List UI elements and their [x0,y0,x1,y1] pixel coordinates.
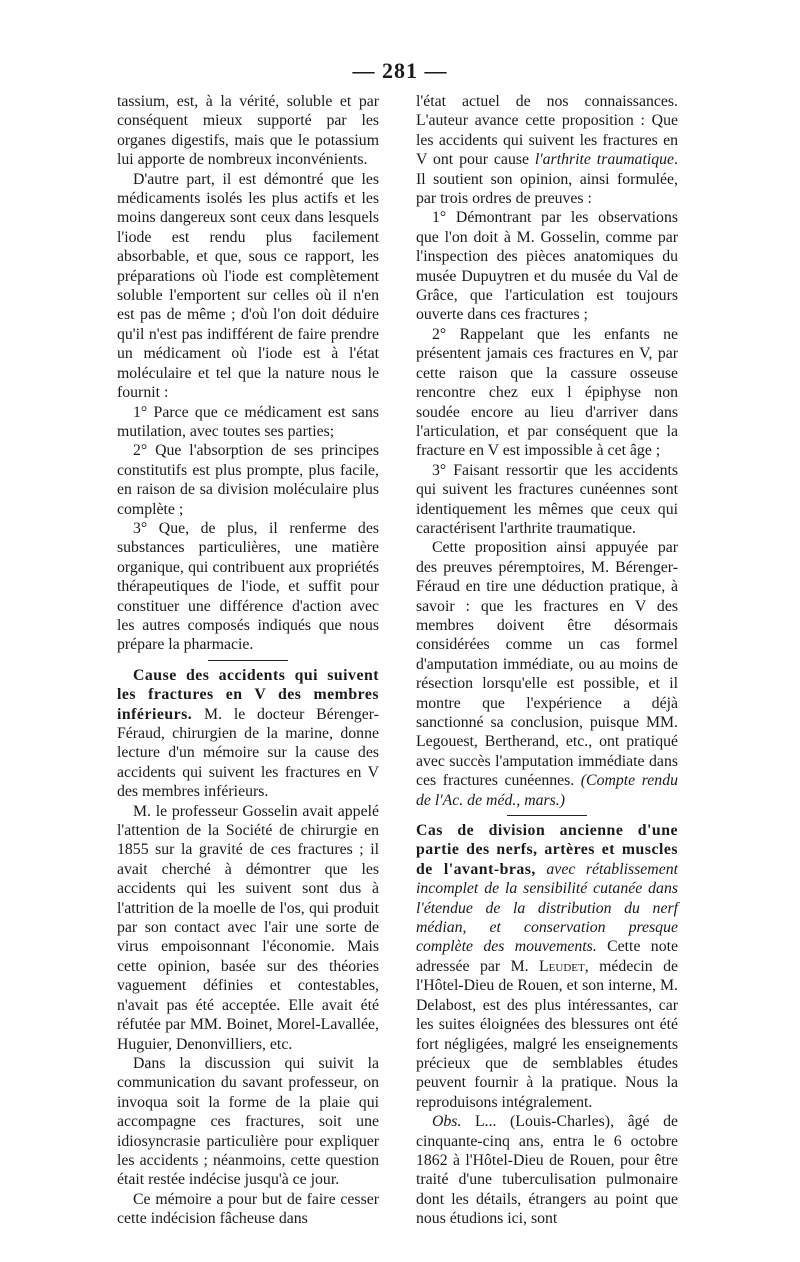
author-name: Leudet [539,957,585,975]
list-item: 1° Démontrant par les observations que l'on doit à M. Gosselin, comme par l'inspection des pièces anatomiques du musée Dupuytren et du musée du Val de Grâce, que l'articulation est toujours ouverte dans ces fractures ; [416,209,678,324]
paragraph [416,92,678,208]
text-run: . Il soutient son opinion, ainsi formulée, par trois ordres de preuves : [416,151,678,208]
right-column [416,92,678,1229]
list-item: 2° Que l'absorption de ses principes constitutifs est plus prompte, plus facile, en raison de sa division moléculaire plus complète ; [117,442,379,518]
paragraph: D'autre part, il est démontré que les médicaments isolés les plus actifs et les moins dangereux sont ceux dans lesquels l'iode est rendu plus facilement absorbable, et que, sous ce rapport, les préparations où l'iode est complètement soluble l'emportent sur celles où il n'en est pas de même ; d'où l'on doit déduire qu'il n'est pas indifférent de faire prendre un médicament où l'iode est à l'état moléculaire et tel que la nature nous le fournit : [117,170,379,402]
left-column [117,92,379,1229]
section-divider [507,815,587,816]
section-paragraph [117,666,379,802]
section-intro: M. le docteur Bérenger-Féraud, chirurgien de la marine, donne lecture d'un mémoire sur la cause des accidents qui suivent les fractures en V des membres inférieurs. [117,705,379,801]
section-paragraph [416,821,678,1112]
page-number: — 281 — [352,58,448,83]
citation: (Compte rendu de l'Ac. de méd., mars.) [416,772,678,809]
text-run: L... (Louis-Charles), âgé de cinquante-cinq ans, entra le 6 octobre 1862 à l'Hôtel-Dieu de Rouen, pour être traité d'une tuberculisation pulmonaire dont les détails, étrangers au point que nous étudions ici, sont [416,1113,678,1228]
paragraph [416,1112,678,1228]
text-run: l'état actuel de nos connaissances. L'auteur avance cette proposition : Que les accidents qui suivent les fractures en V ont pour cause [416,93,678,169]
list-item: 2° Rappelant que les enfants ne présentent jamais ces fractures en V, par cette raison que la cassure osseuse rencontre chez eux l épiphyse non soudée encore au lieu d'arriver dans l'articulation, et par conséquent que la fracture en V est impossible à cet âge ; [416,325,678,460]
paragraph: M. le professeur Gosselin avait appelé l'attention de la Société de chirurgie en 1855 sur la gravité de ces fractures ; il avait cherché à démontrer que les accidents qui les suivent sont dus à l'attrition de la moelle de l'os, qui produit par son contact avec l'air une sorte de virus empoisonnant l'économie. Mais cette opinion, basée sur des théories vaguement définies et contestables, n'avait pas été acceptée. Elle avait été réfutée par MM. Boinet, Morel-Lavallée, Huguier, Denonvilliers, etc. [117,802,379,1053]
text-run: Cette proposition ainsi appuyée par des preuves péremptoires, M. Bérenger-Féraud en tire une déduction pratique, à savoir : que les fractures en V des membres doivent être désormais considérées comme un cas formel d'amputation immédiate, ou au moins de résection lorsqu'elle est possible, et il montre que l'expérience a déjà sanctionné sa conclusion, puisque MM. Legouest, Bertherand, etc., ont pratiqué avec succès l'amputation immédiate dans ces fractures cunéennes. [416,539,678,790]
paragraph: Ce mémoire a pour but de faire cesser cette indécision fâcheuse dans [117,1190,379,1228]
list-item: 3° Que, de plus, il renferme des substances particulières, une matière organique, qui contribuent aux propriétés thérapeutiques de l'iode, et suffit pour constituer une différence d'action avec les autres composés indiqués que nous prépare la pharmacie. [117,519,379,654]
section-divider [208,660,288,661]
obs-label: Obs. [432,1113,462,1131]
text-run: , médecin de l'Hôtel-Dieu de Rouen, et son interne, M. Delabost, est des plus intéressantes, car les suites éloignées des blessures ont été fort négligées, malgré les enseignements précieux que de semblables études peuvent fournir à la pratique. Nous la reproduisons intégralement. [416,957,679,1111]
section-heading: Cause des accidents qui suivent les fractures en V des membres inférieurs. [117,666,379,723]
text-run: Cette note adressée par M. [416,938,678,975]
italic-term: l'arthrite traumatique [534,151,675,169]
section-subtitle: avec rétablissement incomplet de la sensibilité cutanée dans l'étendue de la distribution du nerf médian, et conservation presque complète des mouvements. [416,860,678,956]
paragraph [416,538,678,810]
list-item: 3° Faisant ressortir que les accidents qui suivent les fractures cunéennes sont identiquement les mêmes que ceux qui caractérisent l'arthrite traumatique. [416,461,678,537]
paragraph: Dans la discussion qui suivit la communication du savant professeur, on invoqua soit la forme de la plaie qui accompagne ces fractures, soit une idiosyncrasie particulière pour expliquer les accidents ; néanmoins, cette question était restée indécise jusqu'à ce jour. [117,1054,379,1189]
section-heading: Cas de division ancienne d'une partie des nerfs, artères et muscles de l'avant-bras, [416,822,678,878]
paragraph: tassium, est, à la vérité, soluble et par conséquent mieux supporté par les organes digestifs, mais que le potassium lui apporte de nombreux inconvénients. [117,93,379,169]
list-item: 1° Parce que ce médicament est sans mutilation, avec toutes ses parties; [117,403,379,440]
